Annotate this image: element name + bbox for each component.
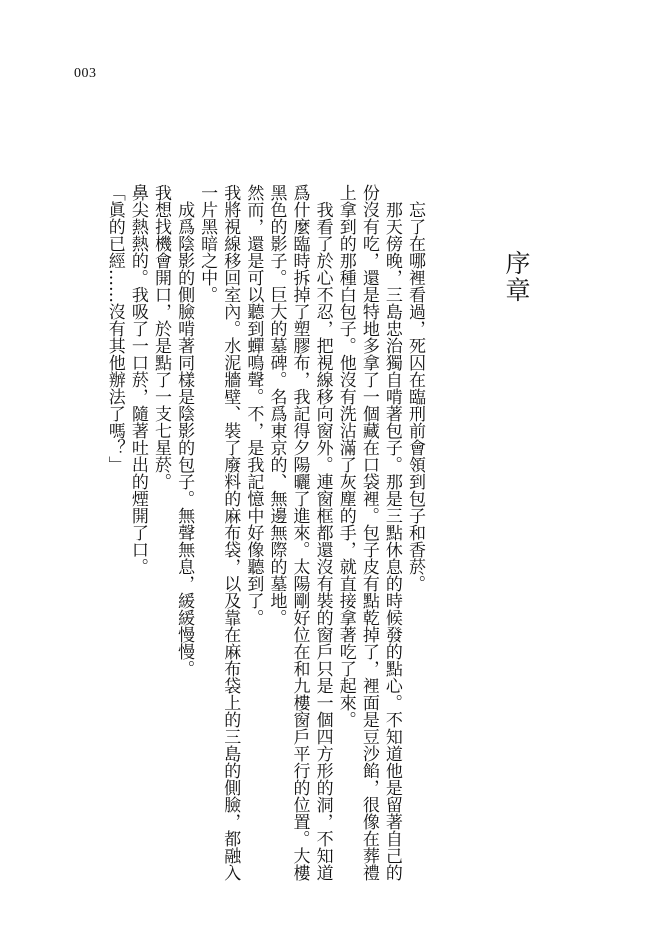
paragraph-3: 我看了於心不忍，把視線移向窗外。連窗框都還沒有裝的窗戶只是一個四方形的洞，不知道爲什麼臨時拆掉了塑膠布，我記得夕陽曬了進來。太陽剛好位在和九樓窗戶平行的位置。大樓黑色的影子。巨大的墓碑。名爲東京的、無邊無際的墓地。 xyxy=(266,184,333,881)
paragraph-9: 「眞的已經……沒有其他辦法了嗎？」 xyxy=(104,184,125,473)
page-number: 003 xyxy=(74,66,97,81)
chapter-title: 序章 xyxy=(502,250,531,304)
paragraph-6: 成爲陰影的側臉啃著同樣是陰影的包子。無聲無息，緩緩慢慢。 xyxy=(174,201,195,677)
paragraph-4: 然而，還是可以聽到蟬鳴聲。不，是我記憶中好像聽到了。 xyxy=(243,184,264,626)
paragraph-1: 忘了在哪裡看過，死囚在臨刑前會領到包子和香菸。 xyxy=(405,201,425,592)
paragraph-8: 鼻尖熱熱的。我吸了一口菸，隨著吐出的煙開了口。 xyxy=(127,184,148,575)
paragraph-2: 那天傍晚，三島忠治獨自啃著包子。那是三點休息的時候發的點心。不知道他是留著自己的份沒有吃，還是特地多拿了一個藏在口袋裡。包子皮有點乾掉了，裡面是豆沙餡，很像在葬禮上拿到的那種白包子。他沒有洗沾滿了灰塵的手，就直接拿著吃了起來。 xyxy=(335,184,402,881)
paragraph-7: 我想找機會開口，於是點了一支七星菸。 xyxy=(150,184,171,490)
body-text xyxy=(103,184,426,884)
paragraph-5: 我將視線移回室內。水泥牆壁、裝了廢料的麻布袋，以及靠在麻布袋上的三島的側臉，都融入一片黑暗之中。 xyxy=(197,184,241,881)
